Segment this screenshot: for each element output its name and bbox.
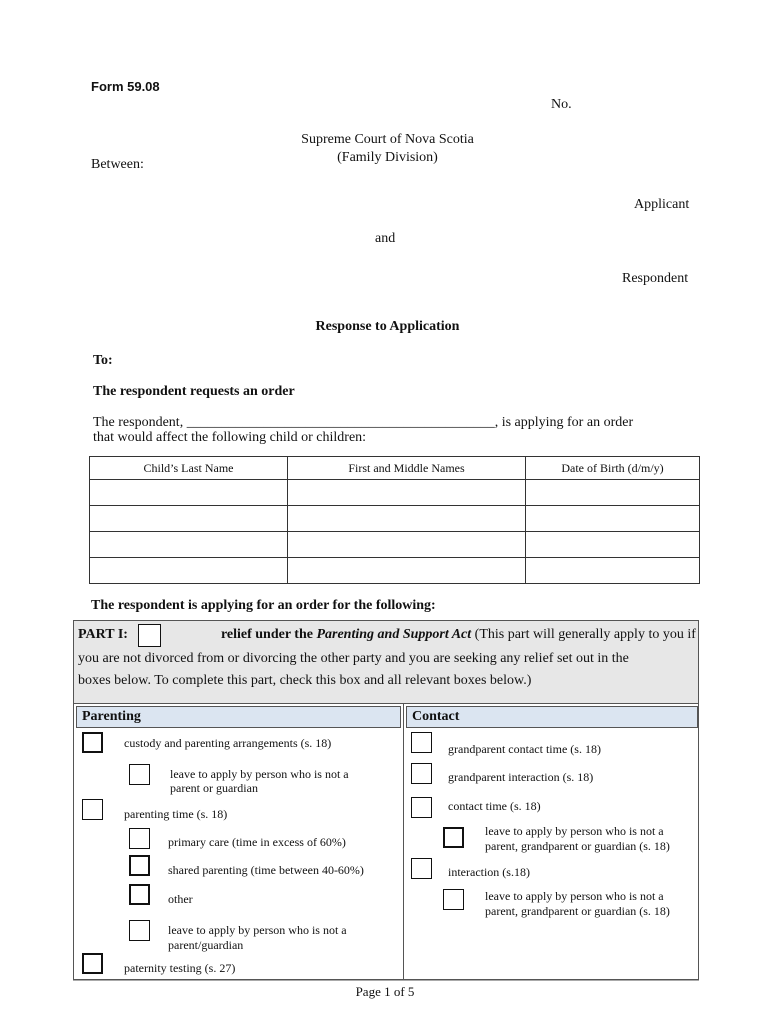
leave-interaction-checkbox[interactable] (443, 889, 464, 910)
part1-relief-prefix: relief under the (220, 627, 313, 642)
cell-date-of-birth[interactable] (526, 532, 700, 558)
children-table (89, 456, 700, 584)
interaction-label: interaction (s.18) (448, 865, 530, 879)
other-checkbox[interactable] (129, 884, 150, 905)
cell-last-name[interactable] (90, 480, 288, 506)
part1-note-start: (This part will generally apply to you if (474, 627, 696, 642)
court-name: Supreme Court of Nova Scotia (301, 132, 474, 147)
shared-parenting-label: shared parenting (time between 40-60%) (168, 863, 364, 877)
column-last-name: Child’s Last Name (90, 457, 288, 480)
cell-first-names[interactable] (288, 558, 526, 584)
table-row (90, 480, 700, 506)
grandparent-contact-checkbox[interactable] (411, 732, 432, 753)
leave-parenting-time-label-1: leave to apply by person who is not a (168, 923, 347, 937)
court-name-block (240, 131, 535, 167)
between-label: Between: (91, 157, 144, 172)
requests-heading: The respondent requests an order (93, 384, 295, 399)
leave-custody-label-1: leave to apply by person who is not a (170, 767, 349, 781)
applying-heading: The respondent is applying for an order for the following: (91, 598, 436, 613)
table-row (90, 532, 700, 558)
cell-last-name[interactable] (90, 558, 288, 584)
intro-line-1: The respondent, ____________________________________________, is applying for an order (93, 415, 634, 430)
parenting-time-label: parenting time (s. 18) (124, 807, 228, 821)
table-row (90, 558, 700, 584)
part1-sections (73, 704, 699, 980)
part1-line-1 (78, 627, 696, 643)
parenting-time-checkbox[interactable] (82, 799, 103, 820)
column-date-of-birth: Date of Birth (d/m/y) (526, 457, 700, 480)
cell-last-name[interactable] (90, 506, 288, 532)
court-division: (Family Division) (337, 150, 438, 165)
cell-first-names[interactable] (288, 480, 526, 506)
part1-line-3: boxes below. To complete this part, check this box and all relevant boxes below.) (78, 673, 532, 688)
parenting-heading: Parenting (76, 706, 401, 728)
leave-parenting-time-label-2: parent/guardian (168, 938, 244, 952)
table-row (90, 506, 700, 532)
part1-act-name: Parenting and Support Act (316, 627, 472, 642)
grandparent-contact-label: grandparent contact time (s. 18) (448, 742, 601, 756)
contact-time-label: contact time (s. 18) (448, 799, 541, 813)
column-divider (403, 704, 404, 979)
cell-date-of-birth[interactable] (526, 480, 700, 506)
leave-parenting-time-checkbox[interactable] (129, 920, 150, 941)
part1-box (73, 620, 699, 704)
cell-first-names[interactable] (288, 506, 526, 532)
leave-contact-time-label-2: parent, grandparent or guardian (s. 18) (485, 839, 670, 853)
respondent-label: Respondent (622, 271, 689, 286)
column-first-names: First and Middle Names (288, 457, 526, 480)
children-table-header (90, 457, 700, 480)
intro-line-2: that would affect the following child or children: (93, 430, 367, 445)
footer-rule (73, 980, 699, 981)
leave-contact-time-checkbox[interactable] (443, 827, 464, 848)
part1-checkbox[interactable] (138, 624, 161, 647)
document-title: Response to Application (315, 319, 460, 334)
primary-care-checkbox[interactable] (129, 828, 150, 849)
cell-date-of-birth[interactable] (526, 506, 700, 532)
contact-time-checkbox[interactable] (411, 797, 432, 818)
cell-date-of-birth[interactable] (526, 558, 700, 584)
interaction-checkbox[interactable] (411, 858, 432, 879)
to-label: To: (93, 353, 113, 368)
custody-label: custody and parenting arrangements (s. 18) (124, 736, 332, 750)
leave-interaction-label-1: leave to apply by person who is not a (485, 889, 664, 903)
leave-custody-checkbox[interactable] (129, 764, 150, 785)
form-number: Form 59.08 (91, 79, 160, 94)
cell-first-names[interactable] (288, 532, 526, 558)
grandparent-interaction-checkbox[interactable] (411, 763, 432, 784)
leave-contact-time-label-1: leave to apply by person who is not a (485, 824, 664, 838)
leave-custody-label-2: parent or guardian (170, 781, 258, 795)
applicant-label: Applicant (634, 197, 690, 212)
page-number: Page 1 of 5 (355, 984, 415, 999)
leave-interaction-label-2: parent, grandparent or guardian (s. 18) (485, 904, 670, 918)
grandparent-interaction-label: grandparent interaction (s. 18) (448, 770, 594, 784)
other-label: other (168, 892, 193, 906)
custody-checkbox[interactable] (82, 732, 103, 753)
shared-parenting-checkbox[interactable] (129, 855, 150, 876)
primary-care-label: primary care (time in excess of 60%) (168, 835, 346, 849)
court-file-number-label: No. (551, 97, 572, 112)
paternity-testing-label: paternity testing (s. 27) (124, 961, 236, 975)
part1-label: PART I: (78, 627, 128, 642)
part1-line-2: you are not divorced from or divorcing the other party and you are seeking any relief set out in the (78, 651, 629, 666)
cell-last-name[interactable] (90, 532, 288, 558)
and-label: and (375, 231, 396, 246)
paternity-testing-checkbox[interactable] (82, 953, 103, 974)
contact-heading: Contact (406, 706, 698, 728)
